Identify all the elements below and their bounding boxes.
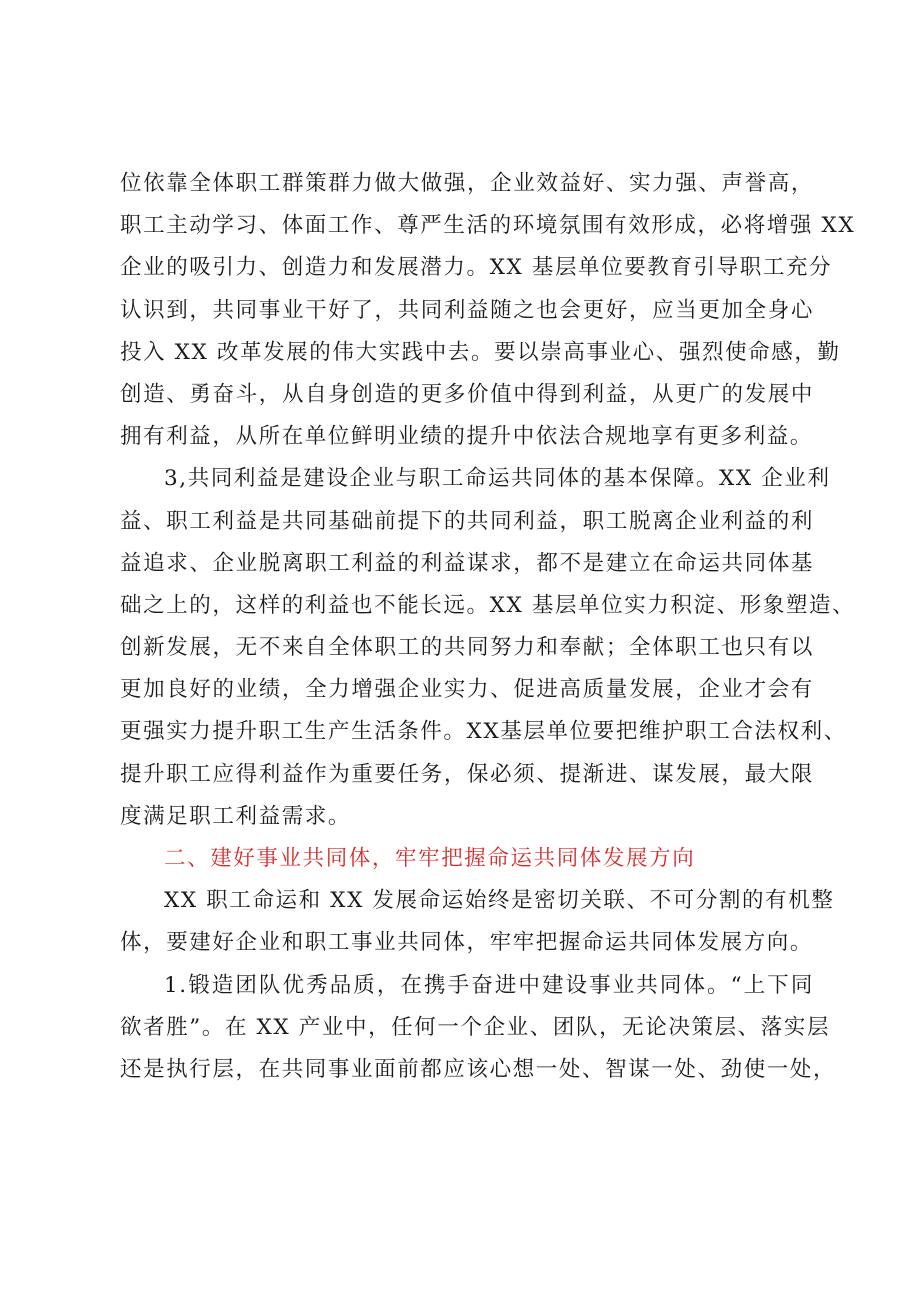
section-heading: 二、建好事业共同体，牢牢把握命运共同体发展方向 [164, 846, 696, 871]
paragraph-line: 企业的吸引力、创造力和发展潜力。XX 基层单位要教育引导职工充分 [120, 255, 833, 281]
paragraph-line: 1.锻造团队优秀品质，在携手奋进中建设事业共同体。“上下同 [164, 972, 814, 998]
paragraph-line: 提升职工应得利益作为重要任务，保必须、提渐进、谋发展，最大限 [120, 761, 814, 787]
paragraph-line: 认识到，共同事业干好了，共同利益随之也会更好，应当更加全身心 [120, 297, 814, 323]
paragraph-line: 益、职工利益是共同基础前提下的共同利益，职工脱离企业利益的利 [120, 508, 814, 534]
paragraph-line: XX 职工命运和 XX 发展命运始终是密切关联、不可分割的有机整 [164, 888, 835, 914]
paragraph-line: 体，要建好企业和职工事业共同体，牢牢把握命运共同体发展方向。 [120, 930, 814, 956]
paragraph-line: 益追求、企业脱离职工利益的利益谋求，都不是建立在命运共同体基 [120, 550, 814, 576]
paragraph-line: 础之上的，这样的利益也不能长远。XX 基层单位实力积淀、形象塑造、 [120, 592, 856, 618]
paragraph-line: 位依靠全体职工群策群力做大做强，企业效益好、实力强、声誉高， [120, 171, 814, 196]
paragraph-line: 还是执行层，在共同事业面前都应该心想一处、智谋一处、劲使一处， [120, 1056, 837, 1082]
paragraph-line: 3,共同利益是建设企业与职工命运共同体的基本保障。XX 企业利 [164, 466, 831, 492]
document-page [120, 163, 856, 1091]
paragraph-line: 职工主动学习、体面工作、尊严生活的环境氛围有效形成，必将增强 XX [120, 213, 856, 239]
paragraph-line: 创新发展，无不来自全体职工的共同努力和奉献；全体职工也只有以 [120, 635, 814, 661]
paragraph-line: 欲者胜”。在 XX 产业中，任何一个企业、团队，无论决策层、落实层 [120, 1014, 831, 1040]
paragraph-line: 拥有利益，从所在单位鲜明业绩的提升中依法合规地享有更多利益。 [120, 424, 814, 450]
paragraph-line: 创造、勇奋斗，从自身创造的更多价值中得到利益，从更广的发展中 [120, 381, 814, 407]
paragraph-line: 更加良好的业绩，全力增强企业实力、促进高质量发展，企业才会有 [120, 677, 814, 703]
paragraph-line: 度满足职工利益需求。 [120, 803, 352, 829]
paragraph-line: 投入 XX 改革发展的伟大实践中去。要以崇高事业心、强烈使命感，勤 [120, 339, 841, 365]
paragraph-line: 更强实力提升职工生产生活条件。XX基层单位要把维护职工合法权利、 [120, 719, 847, 745]
